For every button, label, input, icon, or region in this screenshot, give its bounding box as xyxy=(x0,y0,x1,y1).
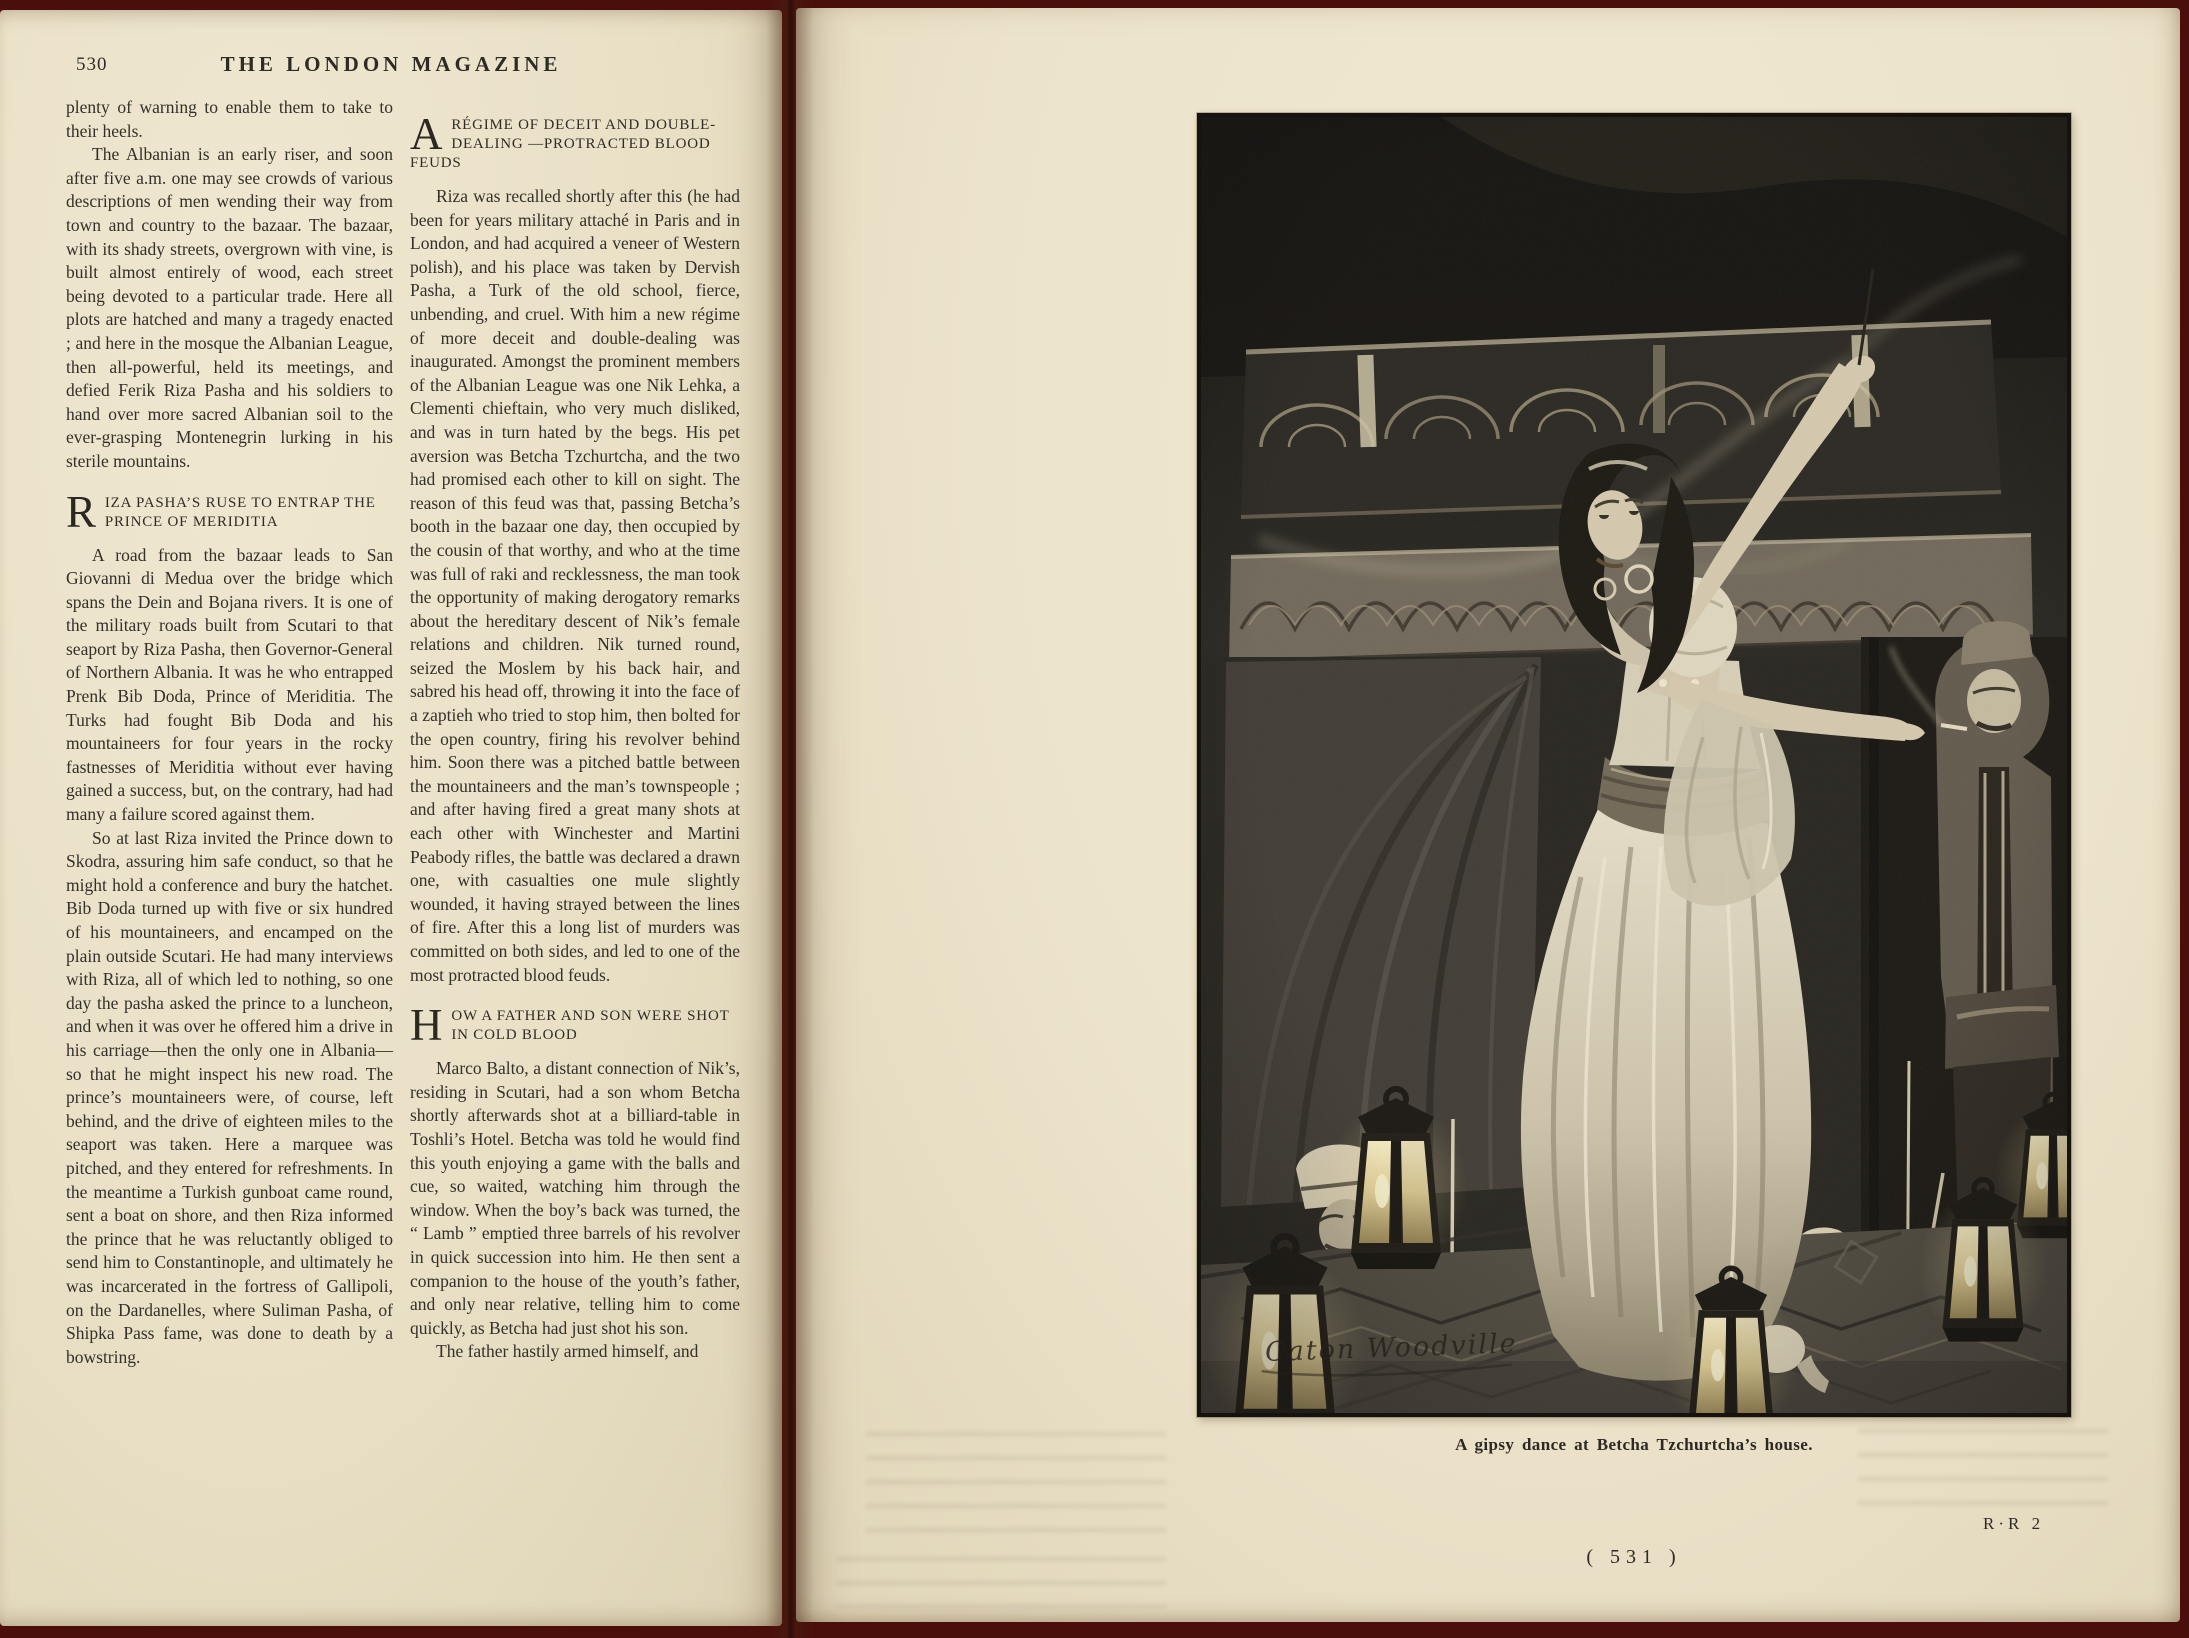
illustration-caption: A gipsy dance at Betcha Tzchurtcha’s house. xyxy=(1455,1435,1813,1454)
drop-cap: A xyxy=(410,116,444,159)
body-paragraph: Riza was recalled shortly after this (he had been for years military attaché in Paris and in London, and had acquired a veneer of Western polish), and his place was taken by Dervish Pasha, a Turk of the old school, fierce, unbending, and cruel. With him a new régime of more deceit and double-dealing was inaugurated. Amongst the prominent members of the Albanian League was one Nik Lehka, a Clementi chieftain, who very much disliked, and was in turn hated by the begs. His pet aversion was Betcha Tzchurtcha, and the two had promised each other to kill on sight. The reason of this feud was that, passing Betcha’s booth in the bazaar one day, then occupied by the cousin of that worthy, and who at the time was full of raki and recklessness, the man took the opportunity of making derogatory remarks about the hereditary descent of Nik’s female relations and children. Nik turned round, seized the Moslem by his back hair, and sabred his head off, throwing it into the face of a zaptieh who tried to stop him, then bolted for the open country, firing his revolver behind him. Soon there was a pitched battle between the mountaineers and the man’s townspeople ; and after having fired a great many shots at each other with Winchester and Martini Peabody rifles, the battle was declared a drawn one, with casualties one mule slightly wounded, it having strayed between the lines of fire. After this a long list of murders was committed on both sides, and led to one of the most protracted blood feuds. xyxy=(410,186,740,985)
section-heading xyxy=(66,494,393,532)
illustration-plate xyxy=(1197,113,2071,1417)
body-paragraph: So at last Riza invited the Prince down to Skodra, assuring him safe conduct, so that he might hold a conference and bury the hatchet. Bib Doda turned up with five or six hundred of his mountaineers, and encamped on the plain outside Scutari. He had many interviews with Riza, all of which led to nothing, so one day the pasha asked the prince to a luncheon, and when it was over he offered him a drive in his carriage—then the only one in Albania—so that he might inspect his new road. The prince’s mountaineers were, of course, left behind, and the drive of eighteen miles to the seaport was taken. Here a marquee was pitched, and they entered for refreshments. In the meantime a Turkish gunboat came round, sent a boat on shore, and then Riza informed the prince that he was reluctantly obliged to send him to Constantinople, and ultimately he was incarcerated in the fortress of Gallipoli, on the Dardanelles, where Suliman Pasha, of Shipka Pass fame, was done to death by a bowstring. xyxy=(66,827,393,1367)
page-number-left: 530 xyxy=(76,54,108,75)
body-paragraph: The Albanian is an early riser, and soon after five a.m. one may see crowds of various descriptions of men wending their way from town and country to the bazaar. The bazaar, with its shady streets, overgrown with vine, is built almost entirely of wood, each street being devoted to a particular trade. Here all plots are hatched and many a tragedy enacted ; and here in the mosque the Albanian League, then all-powerful, held its meetings, and defied Ferik Riza Pasha and his soldiers to hand over more sacred Albanian soil to the ever-grasping Montenegrin lurking in his sterile mountains. xyxy=(66,144,393,471)
left-page xyxy=(0,10,782,1626)
heading-text: OW A FATHER AND SON WERE SHOT IN COLD BLOOD xyxy=(451,1008,730,1044)
drop-cap: H xyxy=(410,1007,444,1046)
printers-signature-mark: R·R 2 xyxy=(1983,1514,2045,1533)
gipsy-dance-illustration xyxy=(1201,117,2067,1413)
section-heading xyxy=(410,1007,740,1045)
text-column-1 xyxy=(66,96,393,1369)
page-number-right: ( 531 ) xyxy=(1586,1546,1682,1568)
text-column-2 xyxy=(410,96,740,1364)
ink-bleedthrough xyxy=(866,1423,1166,1538)
heading-text: RÉGIME OF DECEIT AND DOUBLE-DEALING —PROTRACTED BLOOD FEUDS xyxy=(410,117,716,171)
section-heading xyxy=(410,116,740,173)
running-head: THE LONDON MAGAZINE xyxy=(220,52,562,76)
body-paragraph: The father hastily armed himself, and xyxy=(436,1341,699,1362)
drop-cap: R xyxy=(66,493,97,532)
body-paragraph: Marco Balto, a distant connection of Nik’s, residing in Scutari, had a son whom Betcha shortly afterwards shot at a billiard-table in Toshli’s Hotel. Betcha was told he would find this youth enjoying a game with the balls and cue, so waited, watching him through the window. When the boy’s back was turned, the “ Lamb ” emptied three barrels of his revolver in quick succession into him. He then sent a companion to the house of the youth’s father, and only near relative, telling him to come quickly, as Betcha had just shot his son. xyxy=(410,1058,740,1338)
body-paragraph: plenty of warning to enable them to take to their heels. xyxy=(66,97,393,141)
body-paragraph: A road from the bazaar leads to San Giovanni di Medua over the bridge which spans the Dein and Bojana rivers. It is one of the military roads built from Scutari to that seaport by Riza Pasha, then Governor-General of Northern Albania. It was he who entrapped Prenk Bib Doda, Prince of Meriditia. The Turks had fought Bib Doda and his mountaineers for four years in the rocky fastnesses of Meriditia without ever having gained a success, but, on the contrary, had had many a failure scored against them. xyxy=(66,544,393,825)
ink-bleedthrough xyxy=(836,1548,1166,1608)
heading-text: IZA PASHA’S RUSE TO ENTRAP THE PRINCE OF MERIDITIA xyxy=(104,494,376,530)
right-page xyxy=(796,8,2180,1622)
